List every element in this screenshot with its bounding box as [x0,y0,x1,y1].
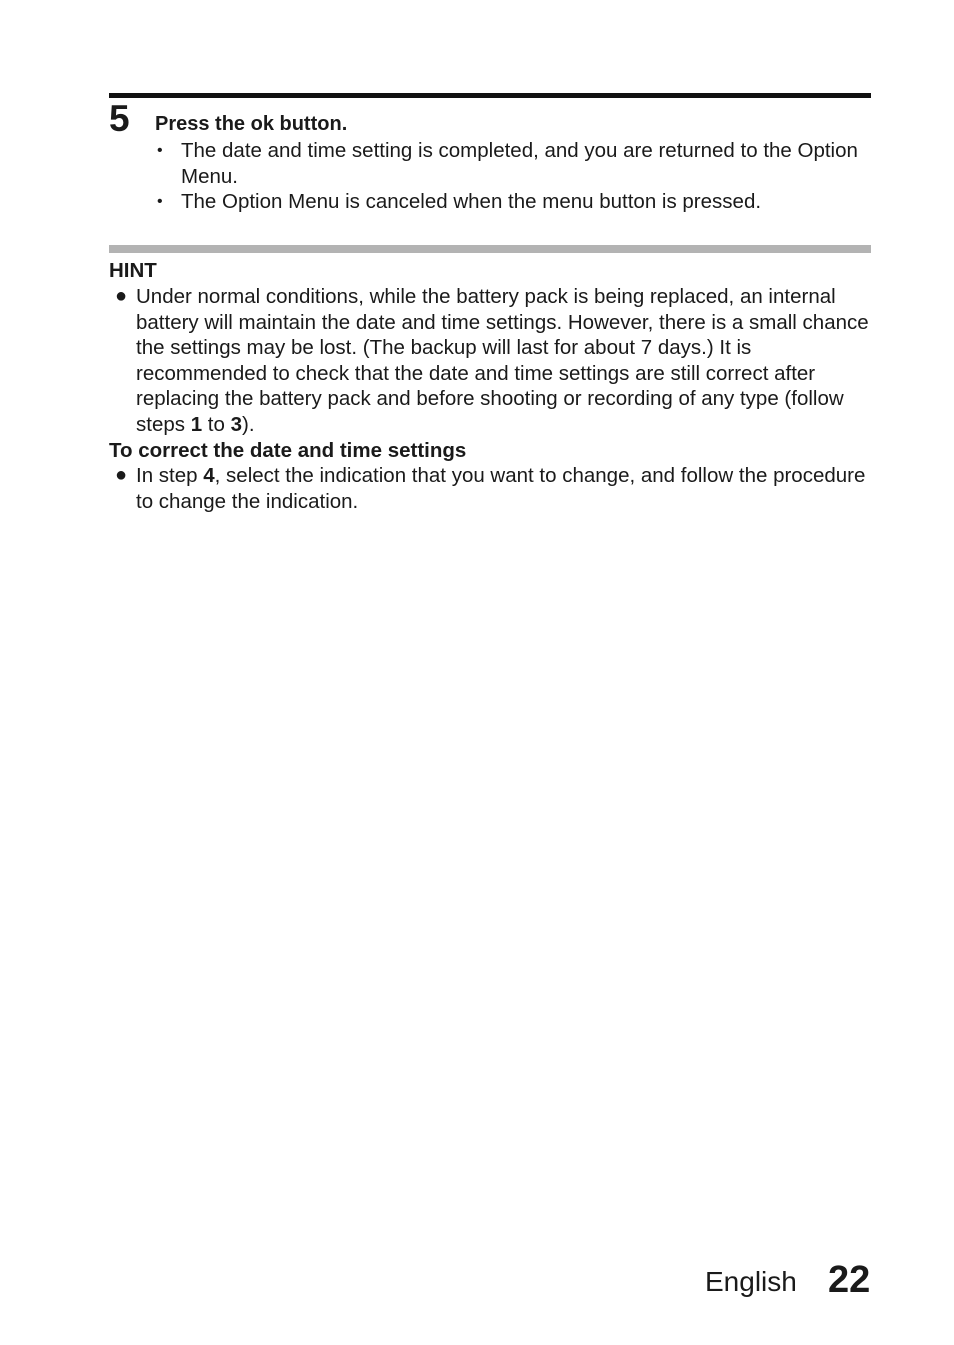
step-ref: 3 [230,412,243,436]
step-title: Press the ok button. [155,113,348,135]
top-rule [109,93,871,98]
step-bullet-text: The date and time setting is completed, and you are returned to the Option Menu. [181,139,858,188]
hint-text: to [202,412,231,436]
hint-subheading: To correct the date and time settings [109,438,467,462]
hint-block [109,284,871,514]
hint-text: ). [242,412,255,436]
step-ref: 4 [203,464,215,488]
hint-text: , select the indication that you want to change, and follow the procedure to change the indication. [136,464,866,513]
hint-text: Under normal conditions, while the battery pack is being replaced, an internal battery will maintain the date and time settings. However, there is a small chance the settings may be lost. (The backup will last for about 7 days.) It is recommended to check that the date and time settings are still correct after replacing the battery pack and before shooting or recording of any type (follow steps [136,285,869,436]
hint-text: In step [136,464,204,488]
bullet-marker: • [157,142,163,159]
hint-item [109,463,871,514]
step-bullet-item [157,138,871,189]
hint-bullet: ● [115,464,128,487]
hint-bullet: ● [115,285,128,307]
step-bullet-item [157,189,871,215]
step-bullet-list [157,138,871,215]
hint-item [109,284,871,438]
footer-language: English [705,1266,797,1297]
page-number: 22 [828,1259,871,1301]
hint-rule [109,245,871,253]
step-number: 5 [109,98,130,139]
step-bullet-text: The Option Menu is canceled when the menu button is pressed. [181,190,762,213]
step-ref: 1 [190,412,203,436]
bullet-marker: • [157,193,163,210]
hint-label: HINT [109,259,157,282]
